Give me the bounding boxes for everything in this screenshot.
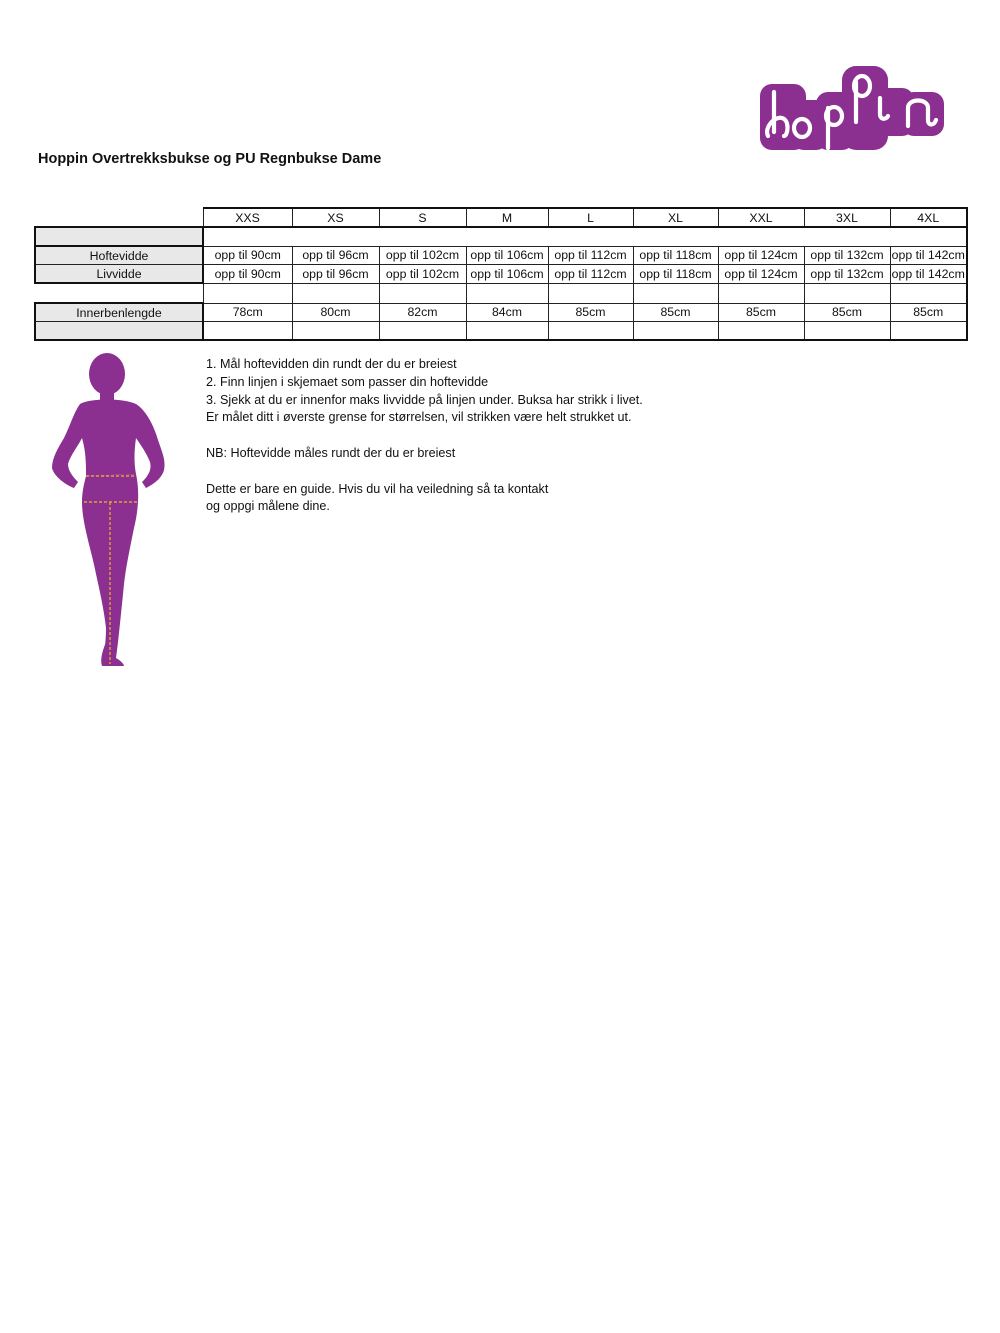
gap-cell — [548, 283, 633, 303]
waist-value: opp til 118cm — [633, 265, 718, 284]
row-label-hip: Hoftevidde — [35, 246, 203, 265]
spacer — [206, 427, 643, 445]
size-header: XXL — [718, 208, 804, 227]
instruction-step-3-note: Er målet ditt i øverste grense for størrelsen, vil strikken være helt strukket ut. — [206, 410, 632, 425]
empty-cell — [633, 322, 718, 341]
empty-cell — [292, 322, 379, 341]
instruction-step-3: 3. Sjekk at du er innenfor maks livvidde på linjen under. Buksa har strikk i livet. — [206, 392, 643, 407]
spacer — [206, 463, 643, 481]
empty-cell — [718, 322, 804, 341]
size-header-row — [35, 208, 967, 227]
hip-value: opp til 90cm — [203, 246, 292, 265]
inseam-value: 82cm — [379, 303, 466, 322]
size-header: M — [466, 208, 548, 227]
inseam-value: 85cm — [804, 303, 890, 322]
empty-label-cell — [35, 322, 203, 341]
guide-line-2: og oppgi målene dine. — [206, 499, 330, 514]
empty-cell — [804, 322, 890, 341]
gap-cell — [718, 283, 804, 303]
size-header: L — [548, 208, 633, 227]
row-label-inseam: Innerbenlengde — [35, 303, 203, 322]
bottom-empty-row — [35, 322, 967, 341]
size-header: 3XL — [804, 208, 890, 227]
waist-value: opp til 112cm — [548, 265, 633, 284]
gap-cell — [466, 283, 548, 303]
size-header: XS — [292, 208, 379, 227]
inseam-value: 84cm — [466, 303, 548, 322]
header-corner — [35, 208, 203, 227]
nb-note: NB: Hoftevidde måles rundt der du er breiest — [206, 445, 456, 460]
woman-silhouette-figure — [46, 352, 172, 672]
waist-value: opp til 96cm — [292, 265, 379, 284]
instructions-block — [206, 356, 643, 516]
instruction-step-2: 2. Finn linjen i skjemaet som passer din hoftevidde — [206, 374, 489, 389]
size-header: XXS — [203, 208, 292, 227]
inseam-value: 85cm — [890, 303, 967, 322]
row-label-waist: Livvidde — [35, 265, 203, 284]
instruction-step-1: 1. Mål hoftevidden din rundt der du er breiest — [206, 357, 457, 371]
inseam-value: 78cm — [203, 303, 292, 322]
gap-row — [35, 283, 967, 303]
inseam-value: 85cm — [718, 303, 804, 322]
empty-cell — [548, 322, 633, 341]
hoppin-logo — [758, 62, 946, 154]
waist-value: opp til 102cm — [379, 265, 466, 284]
guide-line-1: Dette er bare en guide. Hvis du vil ha veiledning så ta kontakt — [206, 481, 549, 496]
empty-cell — [379, 322, 466, 341]
hip-value: opp til 106cm — [466, 246, 548, 265]
size-header: 4XL — [890, 208, 967, 227]
empty-cell — [203, 322, 292, 341]
hip-value: opp til 96cm — [292, 246, 379, 265]
hip-row — [35, 246, 967, 265]
gap-cell — [379, 283, 466, 303]
inseam-row — [35, 303, 967, 322]
size-header: S — [379, 208, 466, 227]
hip-value: opp til 132cm — [804, 246, 890, 265]
gap-cell — [203, 283, 292, 303]
gap-cell — [890, 283, 967, 303]
empty-cell — [890, 322, 967, 341]
inseam-value: 80cm — [292, 303, 379, 322]
waist-value: opp til 90cm — [203, 265, 292, 284]
waist-value: opp til 106cm — [466, 265, 548, 284]
hip-value: opp til 118cm — [633, 246, 718, 265]
spacer-row — [35, 227, 967, 246]
empty-cell — [466, 322, 548, 341]
hip-value: opp til 124cm — [718, 246, 804, 265]
hip-value: opp til 112cm — [548, 246, 633, 265]
waist-value: opp til 132cm — [804, 265, 890, 284]
waist-row — [35, 265, 967, 284]
gap-cell — [292, 283, 379, 303]
page-title: Hoppin Overtrekksbukse og PU Regnbukse Dame — [38, 151, 382, 167]
size-chart-table — [34, 207, 968, 341]
gap-label-cell — [35, 283, 203, 303]
waist-value: opp til 142cm — [890, 265, 967, 284]
hip-value: opp til 142cm — [890, 246, 967, 265]
hip-value: opp til 102cm — [379, 246, 466, 265]
empty-cell — [203, 227, 967, 246]
gap-cell — [633, 283, 718, 303]
inseam-value: 85cm — [633, 303, 718, 322]
inseam-value: 85cm — [548, 303, 633, 322]
waist-value: opp til 124cm — [718, 265, 804, 284]
gap-cell — [804, 283, 890, 303]
size-header: XL — [633, 208, 718, 227]
empty-label-cell — [35, 227, 203, 246]
